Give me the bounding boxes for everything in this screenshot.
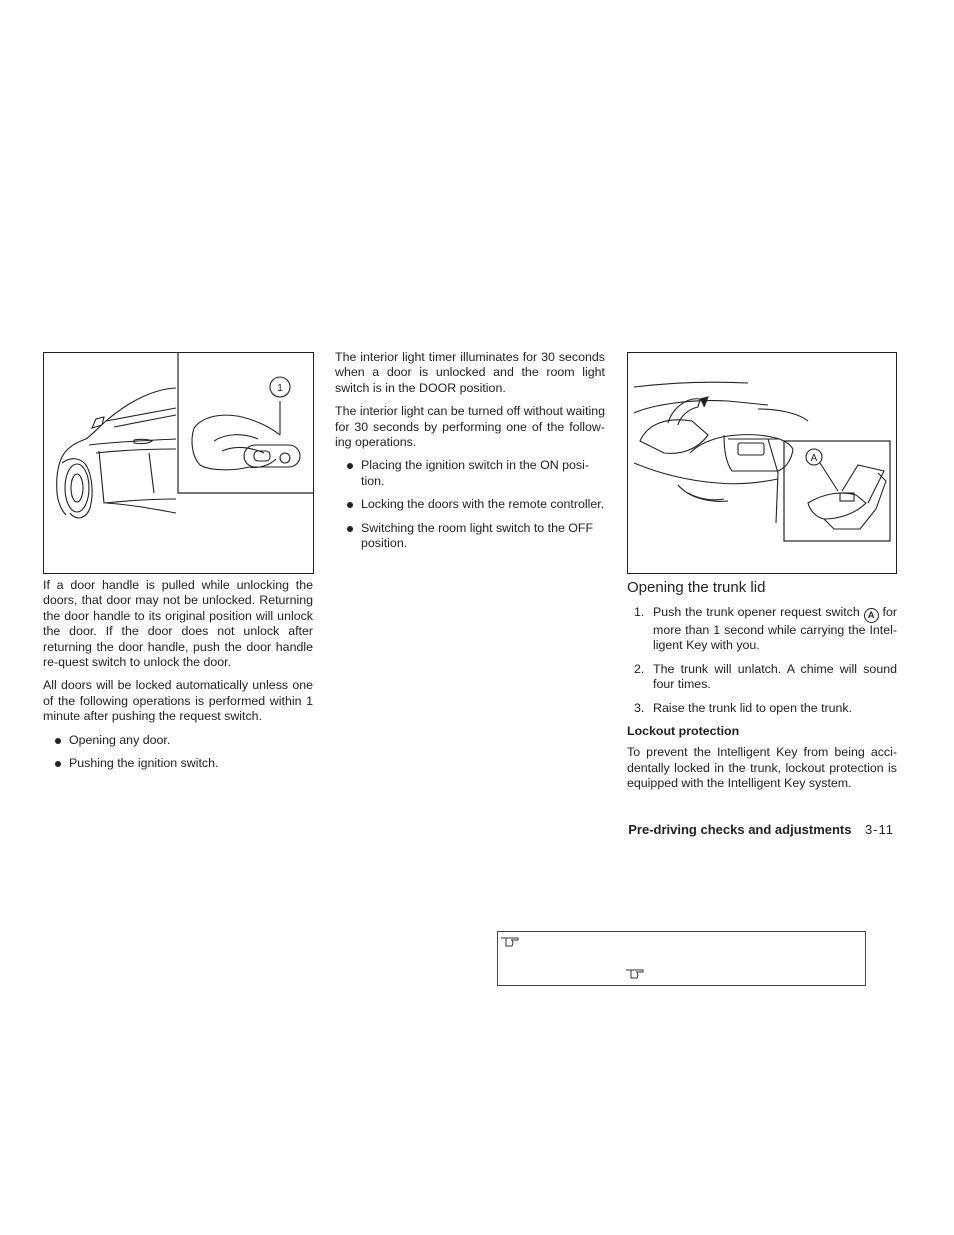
list-item (335, 458, 605, 489)
numbered-step (627, 662, 897, 693)
figure-door-handle (43, 352, 314, 574)
right-column (627, 579, 897, 800)
callout-a: A (810, 453, 818, 464)
step-text: The trunk will unlatch. A chime will sound four times. (653, 661, 897, 692)
callout-a-marker: A (864, 608, 879, 623)
step-text: Raise the trunk lid to open the trunk. (653, 700, 853, 715)
step-number: 1. (634, 605, 645, 619)
list-item (335, 497, 605, 512)
door-handle-illustration (44, 353, 313, 573)
bullet-icon (55, 761, 61, 767)
middle-column (335, 350, 605, 559)
step-number: 2. (634, 661, 645, 676)
list-item (335, 521, 605, 552)
bullet-icon (347, 463, 353, 469)
paragraph: The interior light can be turned off without waiting for 30 seconds by performing one of the follow-ing operations. (335, 404, 605, 450)
paragraph: The interior light timer illuminates for 30 seconds when a door is unlocked and the room light switch is in the DOOR position. (335, 350, 605, 395)
pointing-hand-icon (500, 934, 520, 948)
section-heading: Opening the trunk lid (627, 579, 766, 596)
figure-trunk-lid (627, 352, 897, 574)
step-text: for more than 1 second while carrying the Intel-ligent Key with you. (653, 605, 897, 653)
trunk-lid-illustration (628, 353, 896, 573)
list-item-text: Placing the ignition switch in the ON posi-tion. (361, 458, 589, 488)
note-box (497, 931, 866, 986)
bullet-icon (55, 738, 61, 744)
page-number: 3-11 (864, 822, 894, 837)
list-item-text: Pushing the ignition switch. (69, 756, 219, 771)
list-item (43, 733, 313, 748)
step-number: 3. (634, 700, 645, 715)
paragraph: To prevent the Intelligent Key from being acci-dentally locked in the trunk, lockout protection is equipped with the Intelligent Key system. (627, 745, 897, 791)
paragraph: If a door handle is pulled while unlocking the doors, that door may not be unlocked. Returning the door handle to its original position will unlock the door. If the door does not unlock after returning the door handle, push the door handle re-quest switch to unlock the door. (43, 578, 313, 670)
callout-1: 1 (277, 383, 283, 394)
pointing-hand-icon (625, 966, 645, 980)
list-item-text: Locking the doors with the remote controller. (361, 497, 605, 512)
step-text: Push the trunk opener request switch (653, 605, 860, 619)
paragraph: All doors will be locked automatically unless one of the following operations is performed within 1 minute after pushing the request switch. (43, 678, 313, 724)
left-column (43, 578, 313, 779)
list-item-text: Switching the room light switch to the OFF position. (361, 520, 594, 551)
section-title: Pre-driving checks and adjustments (628, 822, 852, 837)
bullet-icon (347, 526, 353, 532)
subheading: Lockout protection (627, 724, 740, 739)
list-item-text: Opening any door. (69, 732, 171, 747)
numbered-step (627, 605, 897, 654)
bullet-icon (347, 502, 353, 508)
page-footer (560, 822, 894, 838)
numbered-step (627, 701, 897, 716)
list-item (43, 756, 313, 771)
